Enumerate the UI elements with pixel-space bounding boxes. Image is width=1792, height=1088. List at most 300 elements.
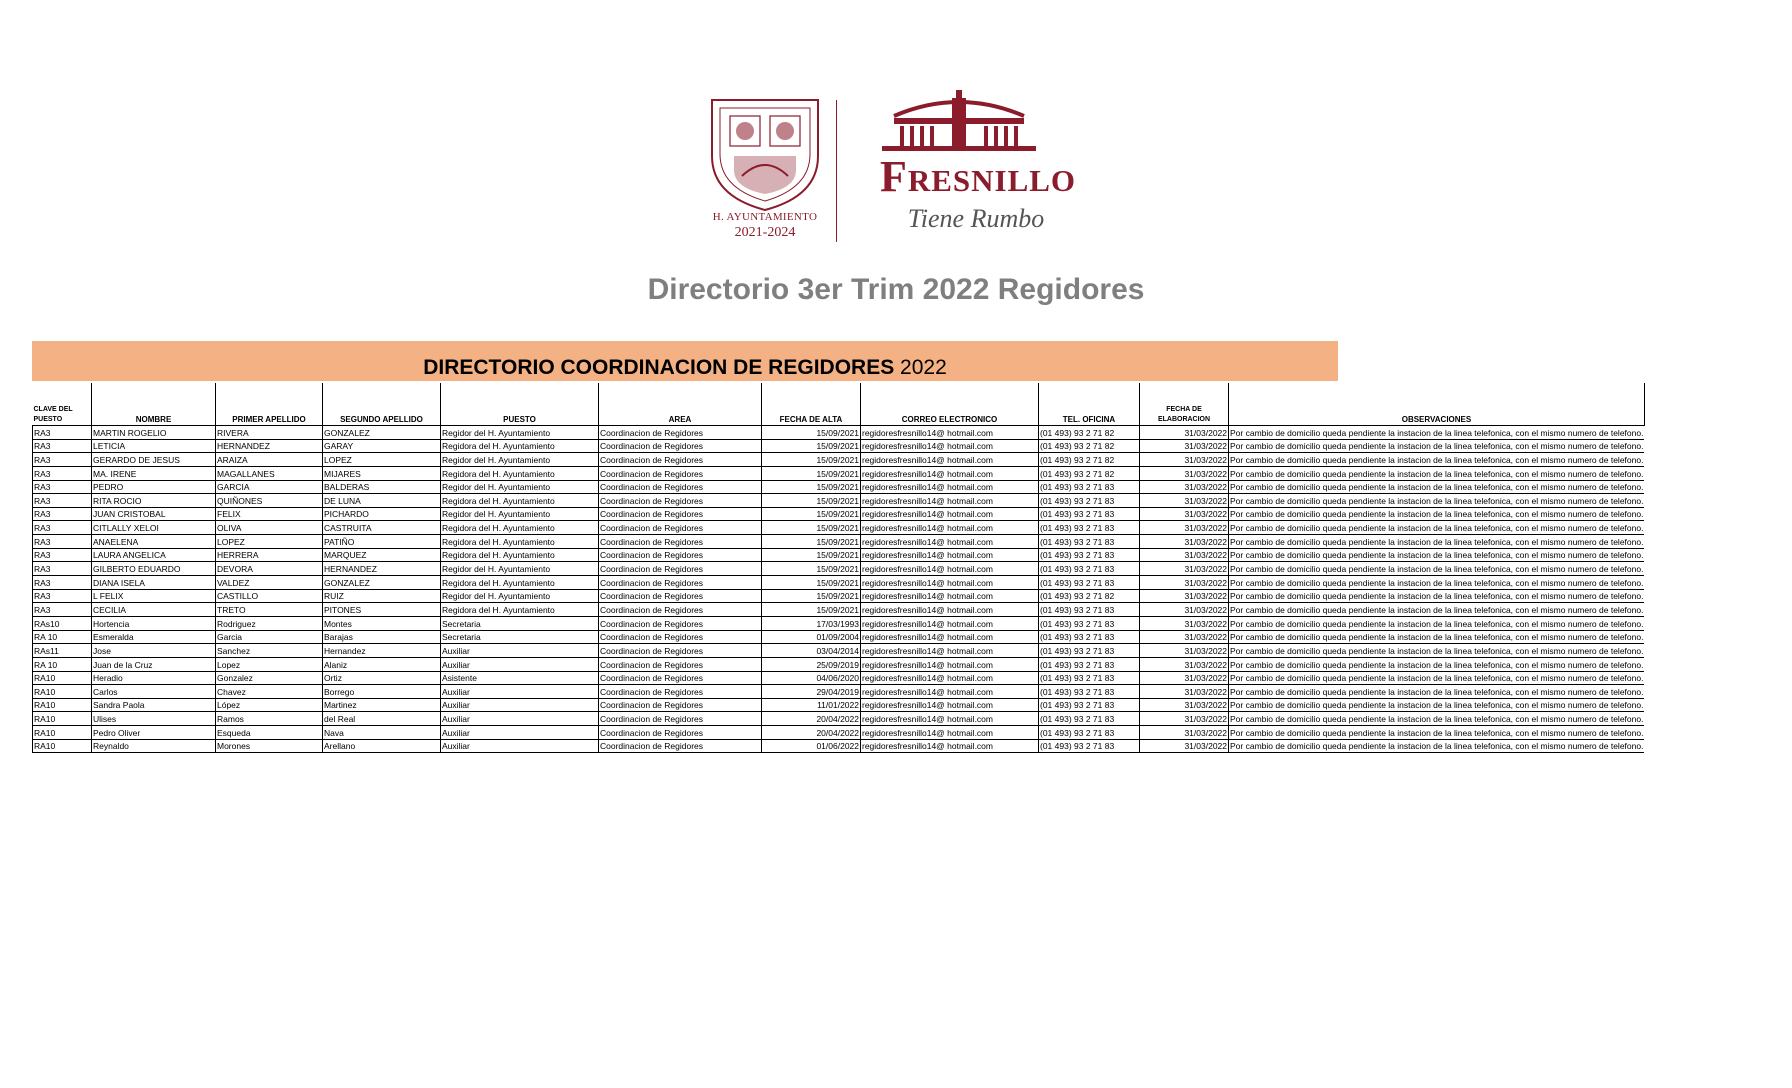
cell-area: Coordinacion de Regidores <box>599 439 762 453</box>
cell-correo: regidoresfresnillo14@ hotmail.com <box>861 589 1039 603</box>
cell-clave: RA3 <box>33 507 92 521</box>
cell-observaciones: Por cambio de domicilio queda pendiente la instacion de la linea telefonica, con el mismo numero de telefono. <box>1229 426 1645 440</box>
ayuntamiento-seal-icon <box>706 92 824 212</box>
cell-correo: regidoresfresnillo14@ hotmail.com <box>861 439 1039 453</box>
cell-fecha-alta: 15/09/2021 <box>762 426 861 440</box>
cell-fecha-alta: 20/04/2022 <box>762 726 861 740</box>
cell-observaciones: Por cambio de domicilio queda pendiente la instacion de la linea telefonica, con el mismo numero de telefono. <box>1229 494 1645 508</box>
cell-tel: (01 493) 93 2 71 83 <box>1039 480 1140 494</box>
cell-nombre: LETICIA <box>92 439 216 453</box>
cell-area: Coordinacion de Regidores <box>599 726 762 740</box>
cell-area: Coordinacion de Regidores <box>599 535 762 549</box>
cell-clave: RA10 <box>33 726 92 740</box>
cell-fecha-elaboracion: 31/03/2022 <box>1140 726 1229 740</box>
cell-primer-apellido: MAGALLANES <box>216 466 323 480</box>
cell-tel: (01 493) 93 2 71 83 <box>1039 685 1140 699</box>
cell-fecha-elaboracion: 31/03/2022 <box>1140 671 1229 685</box>
cell-primer-apellido: Esqueda <box>216 726 323 740</box>
cell-area: Coordinacion de Regidores <box>599 616 762 630</box>
cell-tel: (01 493) 93 2 71 82 <box>1039 466 1140 480</box>
cell-area: Coordinacion de Regidores <box>599 657 762 671</box>
cell-clave: RA10 <box>33 739 92 753</box>
table-banner <box>32 341 1338 381</box>
cell-area: Coordinacion de Regidores <box>599 671 762 685</box>
cell-fecha-alta: 03/04/2014 <box>762 644 861 658</box>
cell-primer-apellido: Gonzalez <box>216 671 323 685</box>
cell-correo: regidoresfresnillo14@ hotmail.com <box>861 644 1039 658</box>
cell-clave: RAs11 <box>33 644 92 658</box>
cell-primer-apellido: Garcia <box>216 630 323 644</box>
cell-correo: regidoresfresnillo14@ hotmail.com <box>861 466 1039 480</box>
cell-segundo-apellido: RUIZ <box>323 589 441 603</box>
cell-fecha-alta: 29/04/2019 <box>762 685 861 699</box>
seal-caption <box>690 210 840 240</box>
cell-primer-apellido: CASTILLO <box>216 589 323 603</box>
cell-tel: (01 493) 93 2 71 83 <box>1039 712 1140 726</box>
cell-segundo-apellido: BALDERAS <box>323 480 441 494</box>
brand-name: Fresnillo <box>879 152 1077 201</box>
cell-fecha-alta: 15/09/2021 <box>762 480 861 494</box>
cell-observaciones: Por cambio de domicilio queda pendiente la instacion de la linea telefonica, con el mismo numero de telefono. <box>1229 712 1645 726</box>
cell-fecha-alta: 15/09/2021 <box>762 507 861 521</box>
cell-nombre: PEDRO <box>92 480 216 494</box>
header-fecha-elaboracion <box>1140 383 1229 426</box>
cell-fecha-elaboracion: 31/03/2022 <box>1140 521 1229 535</box>
cell-tel: (01 493) 93 2 71 83 <box>1039 548 1140 562</box>
cell-area: Coordinacion de Regidores <box>599 466 762 480</box>
cell-correo: regidoresfresnillo14@ hotmail.com <box>861 507 1039 521</box>
cell-observaciones: Por cambio de domicilio queda pendiente la instacion de la linea telefonica, con el mismo numero de telefono. <box>1229 739 1645 753</box>
header-area: AREA <box>599 383 762 426</box>
cell-clave: RA3 <box>33 426 92 440</box>
cell-puesto: Regidor del H. Ayuntamiento <box>441 426 599 440</box>
cell-clave: RA3 <box>33 603 92 617</box>
cell-clave: RA10 <box>33 698 92 712</box>
cell-clave: RA3 <box>33 480 92 494</box>
cell-observaciones: Por cambio de domicilio queda pendiente la instacion de la linea telefonica, con el mismo numero de telefono. <box>1229 603 1645 617</box>
cell-clave: RA3 <box>33 535 92 549</box>
cell-fecha-elaboracion: 31/03/2022 <box>1140 644 1229 658</box>
cell-correo: regidoresfresnillo14@ hotmail.com <box>861 739 1039 753</box>
header-fecha-elab-line2: ELABORACION <box>1157 416 1211 423</box>
cell-fecha-alta: 20/04/2022 <box>762 712 861 726</box>
table-row <box>33 521 1645 535</box>
cell-nombre: Ulises <box>92 712 216 726</box>
cell-nombre: Carlos <box>92 685 216 699</box>
cell-puesto: Auxiliar <box>441 712 599 726</box>
seal-caption-line2: 2021-2024 <box>734 225 796 240</box>
cell-primer-apellido: VALDEZ <box>216 576 323 590</box>
cell-segundo-apellido: Hernandez <box>323 644 441 658</box>
cell-puesto: Regidora del H. Ayuntamiento <box>441 439 599 453</box>
cell-segundo-apellido: GONZALEZ <box>323 576 441 590</box>
cell-area: Coordinacion de Regidores <box>599 739 762 753</box>
cell-fecha-alta: 15/09/2021 <box>762 453 861 467</box>
cell-fecha-elaboracion: 31/03/2022 <box>1140 603 1229 617</box>
cell-observaciones: Por cambio de domicilio queda pendiente la instacion de la linea telefonica, con el mismo numero de telefono. <box>1229 453 1645 467</box>
cell-segundo-apellido: del Real <box>323 712 441 726</box>
cell-nombre: MARTIN ROGELIO <box>92 426 216 440</box>
cell-fecha-elaboracion: 31/03/2022 <box>1140 480 1229 494</box>
cell-puesto: Regidora del H. Ayuntamiento <box>441 576 599 590</box>
cell-primer-apellido: FELIX <box>216 507 323 521</box>
cell-clave: RA3 <box>33 466 92 480</box>
cell-primer-apellido: GARCIA <box>216 480 323 494</box>
cell-observaciones: Por cambio de domicilio queda pendiente la instacion de la linea telefonica, con el mismo numero de telefono. <box>1229 507 1645 521</box>
cell-segundo-apellido: LOPEZ <box>323 453 441 467</box>
cell-correo: regidoresfresnillo14@ hotmail.com <box>861 603 1039 617</box>
cell-area: Coordinacion de Regidores <box>599 494 762 508</box>
cell-clave: RA10 <box>33 712 92 726</box>
table-row <box>33 589 1645 603</box>
cell-observaciones: Por cambio de domicilio queda pendiente la instacion de la linea telefonica, con el mismo numero de telefono. <box>1229 480 1645 494</box>
cell-nombre: Reynaldo <box>92 739 216 753</box>
cell-area: Coordinacion de Regidores <box>599 521 762 535</box>
cell-primer-apellido: Rodriguez <box>216 616 323 630</box>
cell-primer-apellido: DEVORA <box>216 562 323 576</box>
cell-segundo-apellido: GONZALEZ <box>323 426 441 440</box>
cell-observaciones: Por cambio de domicilio queda pendiente la instacion de la linea telefonica, con el mismo numero de telefono. <box>1229 466 1645 480</box>
cell-puesto: Regidora del H. Ayuntamiento <box>441 521 599 535</box>
brand-tagline: Tiene Rumbo <box>907 204 1045 233</box>
cell-observaciones: Por cambio de domicilio queda pendiente la instacion de la linea telefonica, con el mismo numero de telefono. <box>1229 521 1645 535</box>
header-clave-line2: PUESTO <box>33 416 63 423</box>
header-fecha-alta: FECHA DE ALTA <box>762 383 861 426</box>
header-puesto: PUESTO <box>441 383 599 426</box>
cell-nombre: Heradio <box>92 671 216 685</box>
cell-clave: RA3 <box>33 548 92 562</box>
table-row <box>33 453 1645 467</box>
cell-segundo-apellido: MARQUEZ <box>323 548 441 562</box>
banner-title-bold: DIRECTORIO COORDINACION DE REGIDORES <box>423 356 895 379</box>
cell-puesto: Regidora del H. Ayuntamiento <box>441 548 599 562</box>
cell-primer-apellido: Chavez <box>216 685 323 699</box>
cell-puesto: Regidor del H. Ayuntamiento <box>441 480 599 494</box>
cell-observaciones: Por cambio de domicilio queda pendiente la instacion de la linea telefonica, con el mismo numero de telefono. <box>1229 589 1645 603</box>
cell-fecha-alta: 15/09/2021 <box>762 535 861 549</box>
cell-segundo-apellido: Alaniz <box>323 657 441 671</box>
cell-primer-apellido: TRETO <box>216 603 323 617</box>
cell-clave: RA10 <box>33 685 92 699</box>
cell-correo: regidoresfresnillo14@ hotmail.com <box>861 562 1039 576</box>
table-row <box>33 480 1645 494</box>
cell-puesto: Regidor del H. Ayuntamiento <box>441 562 599 576</box>
cell-fecha-elaboracion: 31/03/2022 <box>1140 630 1229 644</box>
cell-observaciones: Por cambio de domicilio queda pendiente la instacion de la linea telefonica, con el mismo numero de telefono. <box>1229 548 1645 562</box>
cell-fecha-alta: 15/09/2021 <box>762 576 861 590</box>
cell-observaciones: Por cambio de domicilio queda pendiente la instacion de la linea telefonica, con el mismo numero de telefono. <box>1229 535 1645 549</box>
cell-nombre: Hortencia <box>92 616 216 630</box>
cell-fecha-elaboracion: 31/03/2022 <box>1140 616 1229 630</box>
table-row <box>33 726 1645 740</box>
cell-tel: (01 493) 93 2 71 83 <box>1039 739 1140 753</box>
table-row <box>33 535 1645 549</box>
cell-puesto: Regidora del H. Ayuntamiento <box>441 466 599 480</box>
cell-fecha-alta: 04/06/2020 <box>762 671 861 685</box>
cell-fecha-alta: 15/09/2021 <box>762 589 861 603</box>
cell-segundo-apellido: Barajas <box>323 630 441 644</box>
cell-area: Coordinacion de Regidores <box>599 426 762 440</box>
cell-correo: regidoresfresnillo14@ hotmail.com <box>861 630 1039 644</box>
cell-clave: RA3 <box>33 453 92 467</box>
header-clave <box>33 383 92 426</box>
cell-puesto: Regidor del H. Ayuntamiento <box>441 507 599 521</box>
cell-fecha-alta: 15/09/2021 <box>762 439 861 453</box>
table-row <box>33 507 1645 521</box>
cell-observaciones: Por cambio de domicilio queda pendiente la instacion de la linea telefonica, con el mismo numero de telefono. <box>1229 630 1645 644</box>
cell-fecha-alta: 15/09/2021 <box>762 466 861 480</box>
cell-fecha-elaboracion: 31/03/2022 <box>1140 535 1229 549</box>
cell-segundo-apellido: Borrego <box>323 685 441 699</box>
header-observaciones: OBSERVACIONES <box>1229 383 1645 426</box>
cell-puesto: Asistente <box>441 671 599 685</box>
cell-area: Coordinacion de Regidores <box>599 630 762 644</box>
cell-fecha-elaboracion: 31/03/2022 <box>1140 698 1229 712</box>
cell-nombre: DIANA ISELA <box>92 576 216 590</box>
cell-nombre: RITA ROCIO <box>92 494 216 508</box>
cell-clave: RA 10 <box>33 657 92 671</box>
cell-puesto: Auxiliar <box>441 657 599 671</box>
cell-tel: (01 493) 93 2 71 82 <box>1039 589 1140 603</box>
cell-fecha-elaboracion: 31/03/2022 <box>1140 576 1229 590</box>
cell-area: Coordinacion de Regidores <box>599 507 762 521</box>
cell-correo: regidoresfresnillo14@ hotmail.com <box>861 685 1039 699</box>
cell-observaciones: Por cambio de domicilio queda pendiente la instacion de la linea telefonica, con el mismo numero de telefono. <box>1229 698 1645 712</box>
cell-correo: regidoresfresnillo14@ hotmail.com <box>861 657 1039 671</box>
cell-area: Coordinacion de Regidores <box>599 685 762 699</box>
cell-clave: RA3 <box>33 494 92 508</box>
logo-divider <box>836 100 837 242</box>
cell-segundo-apellido: PITONES <box>323 603 441 617</box>
header-segundo-apellido: SEGUNDO APELLIDO <box>323 383 441 426</box>
cell-segundo-apellido: PICHARDO <box>323 507 441 521</box>
cell-primer-apellido: HERNANDEZ <box>216 439 323 453</box>
cell-tel: (01 493) 93 2 71 83 <box>1039 494 1140 508</box>
cell-correo: regidoresfresnillo14@ hotmail.com <box>861 535 1039 549</box>
document-title: Directorio 3er Trim 2022 Regidores <box>647 273 1145 306</box>
cell-fecha-elaboracion: 31/03/2022 <box>1140 453 1229 467</box>
cell-tel: (01 493) 93 2 71 83 <box>1039 630 1140 644</box>
cell-observaciones: Por cambio de domicilio queda pendiente la instacion de la linea telefonica, con el mismo numero de telefono. <box>1229 439 1645 453</box>
cell-area: Coordinacion de Regidores <box>599 576 762 590</box>
cell-segundo-apellido: MIJARES <box>323 466 441 480</box>
cell-nombre: Pedro Oliver <box>92 726 216 740</box>
cell-nombre: Sandra Paola <box>92 698 216 712</box>
cell-primer-apellido: López <box>216 698 323 712</box>
table-row <box>33 466 1645 480</box>
cell-tel: (01 493) 93 2 71 83 <box>1039 521 1140 535</box>
cell-observaciones: Por cambio de domicilio queda pendiente la instacion de la linea telefonica, con el mismo numero de telefono. <box>1229 576 1645 590</box>
cell-area: Coordinacion de Regidores <box>599 548 762 562</box>
cell-clave: RA3 <box>33 439 92 453</box>
cell-correo: regidoresfresnillo14@ hotmail.com <box>861 712 1039 726</box>
cell-puesto: Auxiliar <box>441 698 599 712</box>
cell-tel: (01 493) 93 2 71 83 <box>1039 576 1140 590</box>
cell-tel: (01 493) 93 2 71 83 <box>1039 562 1140 576</box>
cell-primer-apellido: LOPEZ <box>216 535 323 549</box>
cell-nombre: L FELIX <box>92 589 216 603</box>
cell-primer-apellido: HERRERA <box>216 548 323 562</box>
cell-puesto: Regidora del H. Ayuntamiento <box>441 535 599 549</box>
table-row <box>33 657 1645 671</box>
header-clave-line1: CLAVE DEL <box>33 406 73 413</box>
cell-tel: (01 493) 93 2 71 83 <box>1039 657 1140 671</box>
cell-tel: (01 493) 93 2 71 82 <box>1039 439 1140 453</box>
table-row <box>33 426 1645 440</box>
cell-area: Coordinacion de Regidores <box>599 712 762 726</box>
cell-fecha-elaboracion: 31/03/2022 <box>1140 562 1229 576</box>
cell-clave: RA3 <box>33 521 92 535</box>
table-header-row <box>33 383 1645 426</box>
cell-tel: (01 493) 93 2 71 82 <box>1039 453 1140 467</box>
cell-clave: RA3 <box>33 589 92 603</box>
cell-fecha-elaboracion: 31/03/2022 <box>1140 548 1229 562</box>
cell-segundo-apellido: Arellano <box>323 739 441 753</box>
table-row <box>33 644 1645 658</box>
cell-area: Coordinacion de Regidores <box>599 480 762 494</box>
cell-tel: (01 493) 93 2 71 83 <box>1039 603 1140 617</box>
table-row <box>33 562 1645 576</box>
cell-nombre: JUAN CRISTOBAL <box>92 507 216 521</box>
header-nombre: NOMBRE <box>92 383 216 426</box>
cell-primer-apellido: Morones <box>216 739 323 753</box>
cell-correo: regidoresfresnillo14@ hotmail.com <box>861 548 1039 562</box>
cell-correo: regidoresfresnillo14@ hotmail.com <box>861 616 1039 630</box>
cell-correo: regidoresfresnillo14@ hotmail.com <box>861 426 1039 440</box>
cell-correo: regidoresfresnillo14@ hotmail.com <box>861 726 1039 740</box>
cell-primer-apellido: Lopez <box>216 657 323 671</box>
cell-fecha-alta: 17/03/1993 <box>762 616 861 630</box>
seal-caption-line1: H. AYUNTAMIENTO <box>712 211 818 223</box>
table-row <box>33 698 1645 712</box>
cell-segundo-apellido: Martinez <box>323 698 441 712</box>
cell-puesto: Regidora del H. Ayuntamiento <box>441 603 599 617</box>
cell-puesto: Regidor del H. Ayuntamiento <box>441 589 599 603</box>
cell-fecha-alta: 25/09/2019 <box>762 657 861 671</box>
cell-fecha-elaboracion: 31/03/2022 <box>1140 507 1229 521</box>
cell-fecha-elaboracion: 31/03/2022 <box>1140 739 1229 753</box>
cell-tel: (01 493) 93 2 71 83 <box>1039 535 1140 549</box>
table-row <box>33 616 1645 630</box>
cell-nombre: GILBERTO EDUARDO <box>92 562 216 576</box>
fresnillo-building-icon <box>874 90 1044 152</box>
header-primer-apellido: PRIMER APELLIDO <box>216 383 323 426</box>
cell-tel: (01 493) 93 2 71 82 <box>1039 426 1140 440</box>
cell-fecha-alta: 01/09/2004 <box>762 630 861 644</box>
cell-observaciones: Por cambio de domicilio queda pendiente la instacion de la linea telefonica, con el mismo numero de telefono. <box>1229 616 1645 630</box>
cell-area: Coordinacion de Regidores <box>599 603 762 617</box>
cell-fecha-elaboracion: 31/03/2022 <box>1140 712 1229 726</box>
table-row <box>33 494 1645 508</box>
cell-clave: RA3 <box>33 576 92 590</box>
cell-fecha-alta: 15/09/2021 <box>762 521 861 535</box>
cell-area: Coordinacion de Regidores <box>599 562 762 576</box>
cell-primer-apellido: Ramos <box>216 712 323 726</box>
cell-segundo-apellido: GARAY <box>323 439 441 453</box>
table-row <box>33 603 1645 617</box>
cell-segundo-apellido: Nava <box>323 726 441 740</box>
cell-nombre: CECILIA <box>92 603 216 617</box>
cell-area: Coordinacion de Regidores <box>599 589 762 603</box>
header-tel: TEL. OFICINA <box>1039 383 1140 426</box>
header-logos <box>690 88 1110 248</box>
cell-puesto: Auxiliar <box>441 739 599 753</box>
table-row <box>33 630 1645 644</box>
cell-observaciones: Por cambio de domicilio queda pendiente la instacion de la linea telefonica, con el mismo numero de telefono. <box>1229 657 1645 671</box>
cell-fecha-elaboracion: 31/03/2022 <box>1140 466 1229 480</box>
cell-puesto: Secretaria <box>441 630 599 644</box>
cell-fecha-elaboracion: 31/03/2022 <box>1140 494 1229 508</box>
cell-fecha-alta: 15/09/2021 <box>762 562 861 576</box>
table-row <box>33 739 1645 753</box>
cell-clave: RA10 <box>33 671 92 685</box>
cell-puesto: Auxiliar <box>441 644 599 658</box>
cell-observaciones: Por cambio de domicilio queda pendiente la instacion de la linea telefonica, con el mismo numero de telefono. <box>1229 726 1645 740</box>
banner-title <box>32 355 1338 381</box>
cell-segundo-apellido: Ortiz <box>323 671 441 685</box>
directory-table <box>32 383 1645 753</box>
cell-clave: RA3 <box>33 562 92 576</box>
cell-fecha-alta: 01/06/2022 <box>762 739 861 753</box>
cell-segundo-apellido: Montes <box>323 616 441 630</box>
table-body <box>33 426 1645 753</box>
cell-primer-apellido: OLIVA <box>216 521 323 535</box>
cell-fecha-elaboracion: 31/03/2022 <box>1140 439 1229 453</box>
cell-correo: regidoresfresnillo14@ hotmail.com <box>861 480 1039 494</box>
table-row <box>33 685 1645 699</box>
banner-title-year: 2022 <box>900 356 947 379</box>
table-row <box>33 671 1645 685</box>
cell-primer-apellido: ARAIZA <box>216 453 323 467</box>
cell-nombre: Juan de la Cruz <box>92 657 216 671</box>
cell-segundo-apellido: CASTRUITA <box>323 521 441 535</box>
cell-tel: (01 493) 93 2 71 83 <box>1039 698 1140 712</box>
cell-correo: regidoresfresnillo14@ hotmail.com <box>861 453 1039 467</box>
table-row <box>33 712 1645 726</box>
cell-puesto: Auxiliar <box>441 685 599 699</box>
cell-tel: (01 493) 93 2 71 83 <box>1039 726 1140 740</box>
cell-fecha-elaboracion: 31/03/2022 <box>1140 685 1229 699</box>
cell-primer-apellido: RIVERA <box>216 426 323 440</box>
cell-nombre: MA. IRENE <box>92 466 216 480</box>
cell-nombre: GERARDO DE JESUS <box>92 453 216 467</box>
cell-primer-apellido: Sanchez <box>216 644 323 658</box>
table-row <box>33 439 1645 453</box>
cell-tel: (01 493) 93 2 71 83 <box>1039 644 1140 658</box>
cell-primer-apellido: QUIÑONES <box>216 494 323 508</box>
cell-fecha-alta: 15/09/2021 <box>762 494 861 508</box>
cell-correo: regidoresfresnillo14@ hotmail.com <box>861 521 1039 535</box>
table-row <box>33 548 1645 562</box>
cell-observaciones: Por cambio de domicilio queda pendiente la instacion de la linea telefonica, con el mismo numero de telefono. <box>1229 685 1645 699</box>
cell-fecha-alta: 15/09/2021 <box>762 548 861 562</box>
cell-puesto: Regidor del H. Ayuntamiento <box>441 453 599 467</box>
cell-segundo-apellido: DE LUNA <box>323 494 441 508</box>
cell-fecha-alta: 11/01/2022 <box>762 698 861 712</box>
cell-area: Coordinacion de Regidores <box>599 698 762 712</box>
cell-nombre: CITLALLY XELOI <box>92 521 216 535</box>
cell-fecha-elaboracion: 31/03/2022 <box>1140 426 1229 440</box>
header-fecha-elab-line1: FECHA DE <box>1166 406 1202 413</box>
cell-segundo-apellido: PATIÑO <box>323 535 441 549</box>
cell-correo: regidoresfresnillo14@ hotmail.com <box>861 671 1039 685</box>
cell-correo: regidoresfresnillo14@ hotmail.com <box>861 698 1039 712</box>
cell-nombre: Jose <box>92 644 216 658</box>
cell-tel: (01 493) 93 2 71 83 <box>1039 616 1140 630</box>
cell-tel: (01 493) 93 2 71 83 <box>1039 507 1140 521</box>
table-row <box>33 576 1645 590</box>
cell-clave: RA 10 <box>33 630 92 644</box>
